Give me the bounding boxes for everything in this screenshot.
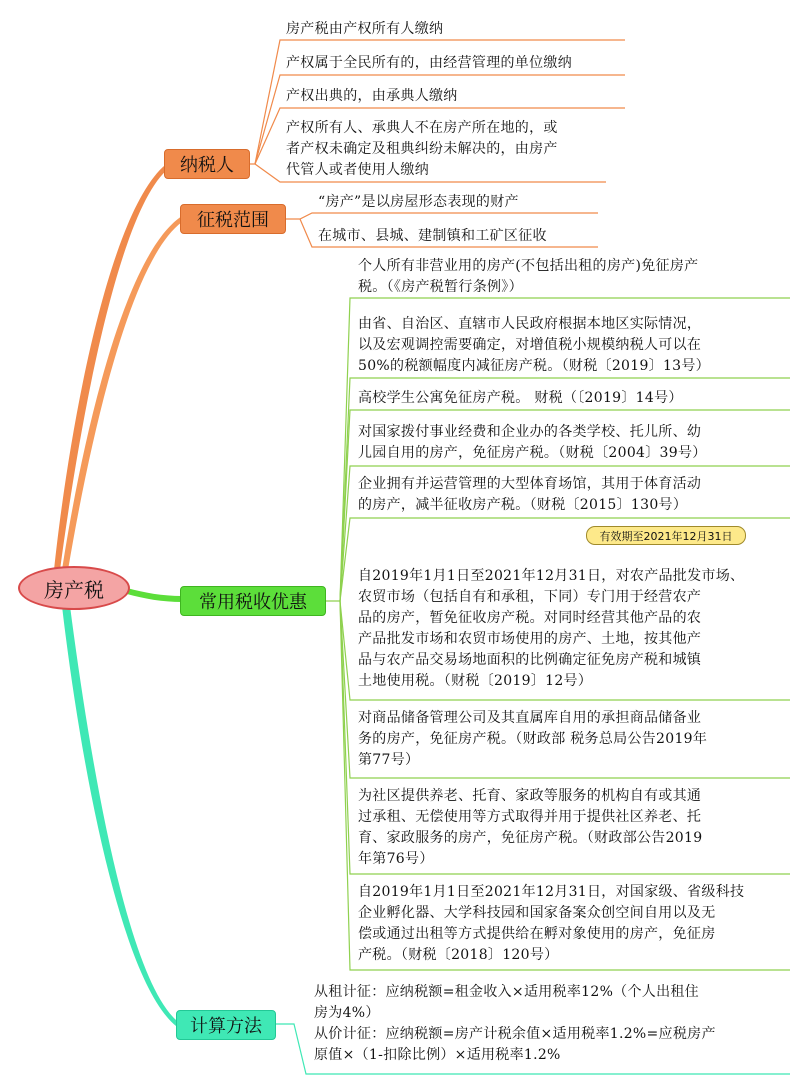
leaf-taxpayer-1[interactable]: 房产税由产权所有人缴纳 — [286, 21, 444, 37]
leaf-benefit-1[interactable]: 个人所有非营业用的房产(不包括出租的房产)免征房产 税。（《房产税暂行条例》） — [358, 258, 699, 295]
leaf-benefit-6[interactable]: 自2019年1月1日至2021年12月31日，对农产品批发市场、 农贸市场（包括自有和承租，下同）专门用于经营农产 品的房产，暂免征收房产税。对同时经营其他产品的农 产品批发市场和农贸市场使用的房产、土地，按其他产 品与农产品交易场地面积的比例确定征免房产税和城镇 土地使用税。（财税〔2019〕12号） — [358, 568, 745, 689]
branch-tax-scope-label: 征税范围 — [197, 210, 269, 231]
branch-calc-method-label: 计算方法 — [190, 1016, 262, 1037]
branch-tax-payer[interactable] — [164, 149, 250, 179]
link-root-tax-payer — [54, 160, 172, 570]
leaf-taxpayer-3[interactable]: 产权出典的，由承典人缴纳 — [286, 88, 458, 104]
branch-tax-benefits-label: 常用税收优惠 — [199, 592, 307, 613]
validity-callout: 有效期至2021年12月31日 — [586, 526, 746, 545]
leaf-benefit-3[interactable]: 高校学生公寓免征房产税。 财税（〔2019〕14号） — [358, 390, 683, 406]
leaf-taxpayer-2[interactable]: 产权属于全民所有的，由经营管理的单位缴纳 — [286, 55, 572, 71]
link-root-scope — [62, 216, 182, 570]
leaf-benefit-2[interactable]: 由省、自治区、直辖市人民政府根据本地区实际情况， 以及宏观调控需要确定，对增值税小规模纳税人可以在 50%的税额幅度内减征房产税。（财税〔2019〕13号） — [358, 316, 710, 374]
leaf-scope-1[interactable]: “房产”是以房屋形态表现的财产 — [318, 194, 519, 210]
leaf-benefit-5[interactable]: 企业拥有并运营管理的大型体育场馆，其用于体育活动 的房产，减半征收房产税。（财税〔2015〕130号） — [358, 476, 702, 513]
leaf-benefit-7[interactable]: 对商品储备管理公司及其直属库自用的承担商品储备业 务的房产，免征房产税。（财政部 税务总局公告2019年 第77号） — [358, 710, 708, 768]
leaf-calc-1[interactable]: 从租计征：应纳税额=租金收入×适用税率12%（个人出租住 房为4%） 从价计征：应纳税额=房产计税余值×适用税率1.2%=应税房产 原值×（1-扣除比例）×适用税率1.2% — [314, 984, 716, 1063]
branch-calc-method[interactable] — [176, 1010, 276, 1040]
branch-tax-benefits[interactable] — [180, 586, 326, 616]
root-topic-label: 房产税 — [44, 577, 104, 602]
leaf-taxpayer-4[interactable]: 产权所有人、承典人不在房产所在地的，或 者产权未确定及租典纠纷未解决的，由房产 代管人或者使用人缴纳 — [286, 120, 558, 178]
leaf-benefit-8[interactable]: 为社区提供养老、托育、家政等服务的机构自有或其通 过承租、无偿使用等方式取得并用于提供社区养老、托 育、家政服务的房产，免征房产税。（财政部公告2019 年第76号） — [358, 788, 703, 867]
branch-tax-payer-label: 纳税人 — [180, 155, 234, 176]
leaf-benefit-4[interactable]: 对国家拨付事业经费和企业办的各类学校、托儿所、幼 儿园自用的房产，免征房产税。（财税〔2004〕39号） — [358, 424, 707, 461]
branch-tax-scope[interactable] — [180, 204, 286, 234]
root-topic[interactable] — [18, 566, 130, 610]
leaf-scope-2[interactable]: 在城市、县城、建制镇和工矿区征收 — [318, 228, 547, 244]
link-root-calc — [62, 606, 176, 1026]
leaf-benefit-9[interactable]: 自2019年1月1日至2021年12月31日，对国家级、省级科技 企业孵化器、大学科技园和国家备案众创空间自用以及无 偿或通过出租等方式提供给在孵对象使用的房产，免征房 产税。（财税〔2018〕120号） — [358, 884, 745, 963]
